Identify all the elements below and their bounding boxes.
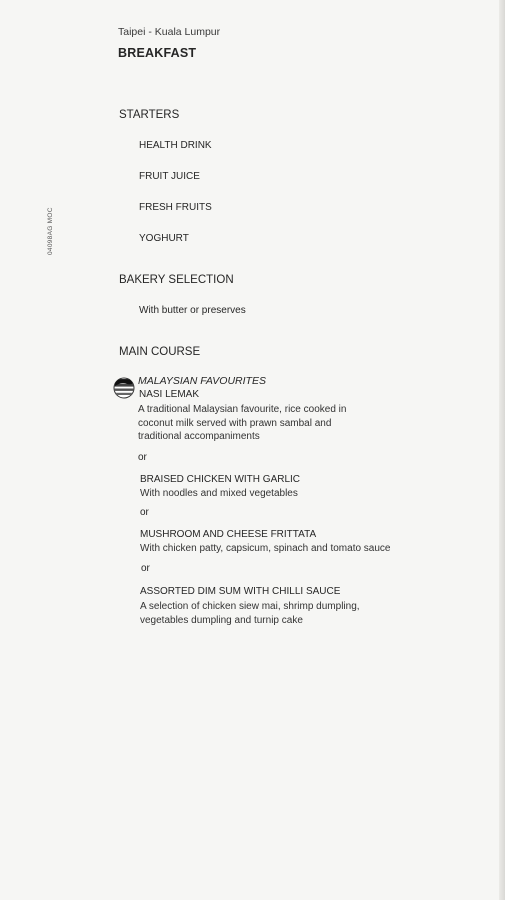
starter-item: YOGHURT	[139, 233, 189, 244]
dish-name: MUSHROOM AND CHEESE FRITTATA	[140, 529, 317, 540]
bakery-description: With butter or preserves	[139, 305, 246, 316]
or-separator: or	[138, 452, 147, 463]
or-separator: or	[141, 563, 150, 574]
page-edge	[499, 0, 505, 900]
dish-description: With noodles and mixed vegetables	[140, 488, 298, 499]
dish-description: A traditional Malaysian favourite, rice cooked in coconut milk served with prawn sambal and traditional accompaniments	[138, 404, 347, 442]
or-separator: or	[140, 507, 149, 518]
bakery-heading: BAKERY SELECTION	[119, 274, 234, 286]
route-label: Taipei - Kuala Lumpur	[118, 26, 221, 38]
dish-name: BRAISED CHICKEN WITH GARLIC	[140, 474, 301, 485]
starter-item: FRUIT JUICE	[139, 171, 200, 182]
menu-code: 04098AG MOC	[47, 207, 54, 255]
main-course-heading: MAIN COURSE	[119, 346, 201, 358]
malaysian-favourites-label: MALAYSIAN FAVOURITES	[138, 375, 266, 387]
dish-description: A selection of chicken siew mai, shrimp dumpling, vegetables dumpling and turnip cake	[140, 601, 360, 626]
dish-description: With chicken patty, capsicum, spinach and tomato sauce	[140, 543, 391, 554]
meal-title: BREAKFAST	[118, 46, 197, 60]
malaysian-favourites-icon	[113, 377, 135, 399]
dish-name: NASI LEMAK	[139, 389, 200, 400]
starters-heading: STARTERS	[119, 109, 180, 121]
dish-name: ASSORTED DIM SUM WITH CHILLI SAUCE	[140, 586, 341, 597]
starter-item: HEALTH DRINK	[139, 140, 212, 151]
starter-item: FRESH FRUITS	[139, 202, 212, 213]
